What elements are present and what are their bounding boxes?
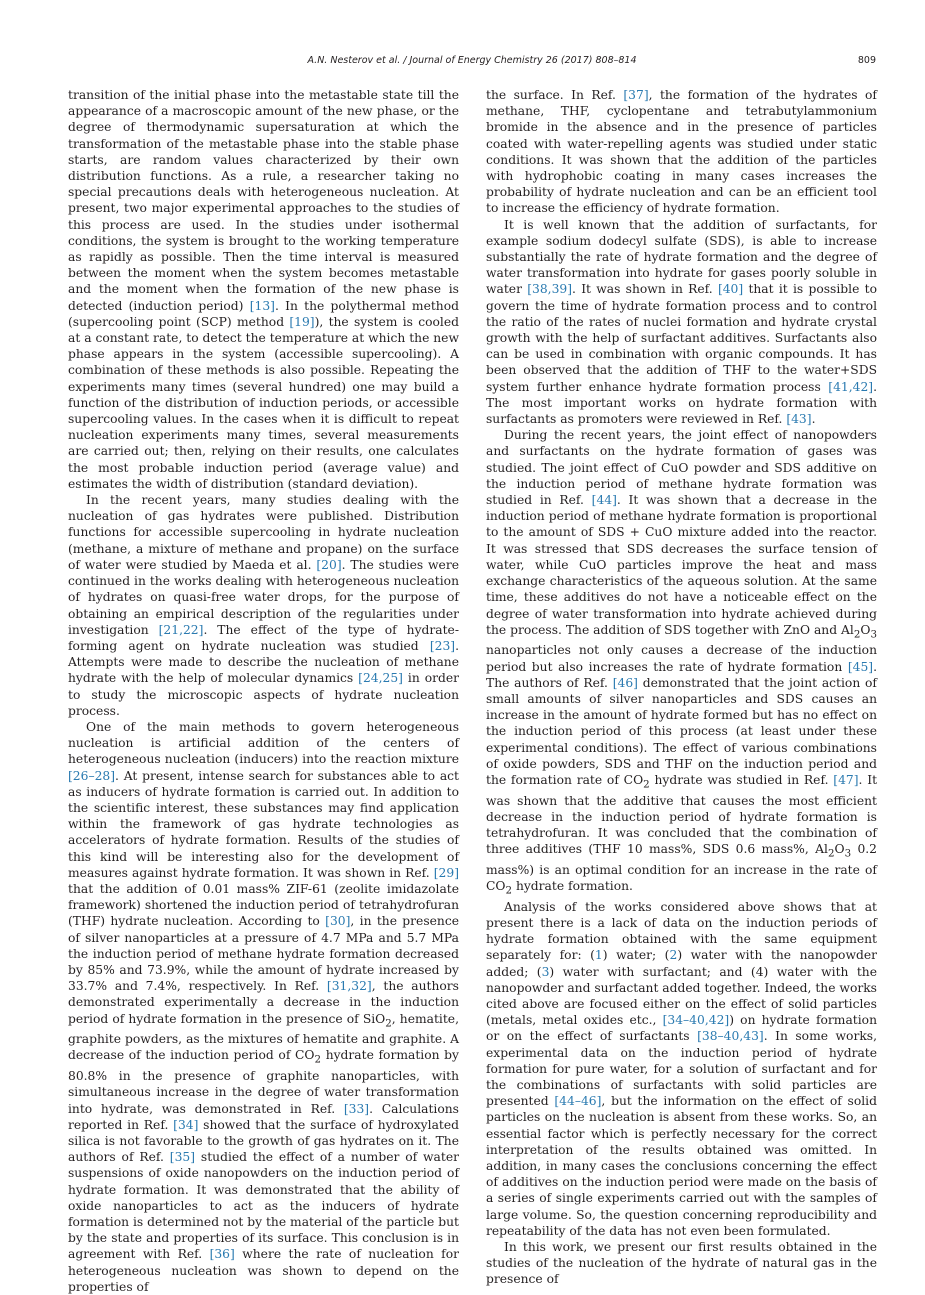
text-run: nanoparticles not only causes a decrease of the induction period but also increases the rate of hydrate formation (486, 643, 877, 674)
reference-link[interactable]: 2 (669, 948, 678, 963)
text-run: . In some works, experimental data on the induction period of hydrate formation for pure water, for a solution of surfactant and for the combinations of surfactants with solid particles are presented (486, 1029, 877, 1109)
subscript: 2 (853, 628, 861, 641)
page-number: 809 (857, 55, 876, 66)
text-run: O (834, 842, 845, 857)
text-run: Analysis of the works considered above shows that at present there is a lack of data on the induction periods of hydrate formation obtained with the same equipment separately for: ( (486, 899, 877, 963)
paragraph (68, 719, 459, 1295)
subscript: 3 (844, 847, 852, 860)
text-run: ) on hydrate formation or on the effect of surfactants (486, 1013, 877, 1044)
reference-link[interactable]: [37] (623, 88, 649, 102)
text-run: , the formation of the hydrates of methane, THF, cyclopentane and tetrabutylammonium bromide in the absence and in the presence of particles coated with water-repelling agents was studied under static conditions. It was shown that the addition of the particles with hydrophobic coating in many cases increases the probability of hydrate nucleation and can be an efficient tool to increase the efficiency of hydrate formation. (486, 88, 877, 216)
text-run: . It was shown that the additive that causes the most efficient decrease in the induction period of hydrate formation is tetrahydrofuran. It was concluded that the combination of three additives (THF 10 mass%, SDS 0.6 mass%, Al (486, 772, 878, 857)
text-run: In this work, we present our first results obtained in the studies of the nucleation of the hydrate of natural gas in the presence of (486, 1240, 877, 1287)
text-run: hydrate was studied in Ref. (649, 772, 834, 787)
subscript: 2 (827, 847, 835, 860)
text-run: . It was shown in Ref. (572, 282, 718, 297)
text-run: . The studies were continued in the works dealing with heterogeneous nucleation of hydrates on quasi-free water drops, for the purpose of obtaining an empirical description of the regularities under investigation (68, 557, 459, 637)
text-run: One of the main methods to govern heterogeneous nucleation is artificial addition of the centers of heterogeneous nucleation (inducers) into the reaction mixture (68, 719, 459, 767)
text-run: , hematite, graphite powders, as the mixtures of hematite and graphite. A decrease of the induction period of CO (68, 1011, 459, 1063)
reference-link[interactable]: [19] (289, 314, 315, 329)
reference-link[interactable]: [44–46] (554, 1094, 602, 1109)
subscript: 3 (870, 628, 877, 641)
reference-link[interactable]: [20] (316, 557, 342, 572)
text-run: ), the system is cooled at a constant rate, to detect the temperature at which the new phase appears in the system (accessible supercooling). A combination of these methods is also possible. Repeating the experiments many times (several hundred) one may build a function of the distribution of induction periods, or accessible supercooling values. In the cases when it is difficult to repeat nucleation experiments many times, several measurements are carried out; then, relying on their results, one calculates the most probable induction period (average value) and estimates the width of distribution (standard deviation). (68, 314, 459, 491)
paragraph (486, 1239, 877, 1288)
text-run: . Calculations reported in Ref. (68, 1101, 459, 1132)
text-run: , in the presence of silver nanoparticles at a pressure of 4.7 MPa and 5.7 MPa the induction period of methane hydrate formation decreased by 85% and 73.9%, while the amount of hydrate increased by 33.7% and 7.4%, respectively. In Ref. (68, 914, 460, 994)
paragraph (68, 87, 459, 492)
text-run: . (811, 412, 816, 427)
reference-link[interactable]: [47] (833, 772, 859, 787)
reference-link[interactable]: [43] (786, 412, 812, 427)
text-run: hydrate formation by 80.8% in the presence of graphite nanoparticles, with simultaneous increase in the degree of water transformation into hydrate, was demonstrated in Ref. (68, 1048, 459, 1116)
text-run: 0.2 mass%) is an optimal condition for an increase in the rate of CO (486, 842, 878, 894)
text-run: transition of the initial phase into the metastable state till the appearance of a macroscopic amount of the new phase, or the degree of thermodynamic supersaturation at which the transformation of the metastable phase into the stable phase starts, are random values characterized by their own distribution functions. As a rule, a researcher taking no special precautions deals with heterogeneous nucleation. At present, two major experimental approaches to the studies of this process are used. In the studies under isothermal conditions, the system is brought to the working temperature as rapidly as possible. Then the time interval is measured between the moment when the system becomes metastable and the moment when the formation of the new phase is detected (induction period) (68, 88, 459, 313)
text-run: ) water with surfactant; and (4) water with the nanopowder and surfactant added together. Indeed, the works cited above are focused either on the effect of solid particles (metals, metal oxides etc., (486, 964, 877, 1028)
subscript: 2 (385, 1017, 392, 1030)
paragraph (486, 87, 877, 217)
reference-link[interactable]: 3 (541, 964, 550, 979)
text-run: the surface. In Ref. (486, 88, 624, 102)
text-run: , the authors demonstrated experimentally a decrease in the induction period of hydrate formation in the presence of SiO (68, 979, 459, 1026)
reference-link[interactable]: [35] (169, 1150, 196, 1165)
text-run: that the addition of 0.01 mass% ZIF-61 (zeolite imidazolate framework) shortened the induction period of tetrahydrofuran (THF) hydrate nucleation. According to (68, 881, 459, 929)
text-run: During the recent years, the joint effect of nanopowders and surfactants on the hydrate formation of gases was studied. The joint effect of CuO powder and SDS additive on the induction period of methane hydrate formation was studied in Ref. (486, 428, 877, 508)
text-run: where the rate of nucleation for heterogeneous nucleation was shown to depend on the properties of (68, 1247, 459, 1294)
reference-link[interactable]: [34–40,42] (662, 1013, 730, 1028)
reference-link[interactable]: [46] (612, 675, 638, 690)
reference-link[interactable]: [24,25] (358, 671, 403, 686)
running-title: A.N. Nesterov et al. / Journal of Energy Chemistry 26 (2017) 808–814 (307, 55, 637, 66)
left-column (68, 87, 459, 1295)
text-run: . In the polythermal method (supercooling point (SCP) method (68, 298, 459, 329)
subscript: 2 (505, 884, 513, 897)
text-run: in order to study the microscopic aspects of hydrate nucleation process. (68, 671, 460, 718)
reference-link[interactable]: [44] (591, 493, 617, 508)
text-run: demonstrated that the joint action of small amounts of silver nanoparticles and SDS causes an increase in the amount of hydrate formed but has no effect on the induction period of this process (at least under these experimental conditions). The effect of various combinations of oxide powders, SDS and THF on the induction period and the formation rate of CO (486, 675, 877, 787)
text-run: hydrate formation. (512, 879, 633, 894)
paragraph (68, 492, 459, 719)
text-run: . Attempts were made to describe the nucleation of methane hydrate with the help of molecular dynamics (68, 638, 459, 686)
reference-link[interactable]: [41,42] (828, 379, 874, 394)
reference-link[interactable]: [38,39] (527, 282, 573, 297)
text-run: studied the effect of a number of water suspensions of oxide nanopowders on the induction period of hydrate formation. It was demonstrated that the ability of oxide nanoparticles to act as the inducers of hydrate formation is determined not by the material of the particle but by the state and properties of its surface. This conclusion is in agreement with Ref. (68, 1150, 459, 1262)
text-run: It is well known that the addition of surfactants, for example sodium dodecyl sulfate (SDS), is able to increase substantially the rate of hydrate formation and the degree of water transformation into hydrate for gases poorly soluble in water (486, 217, 877, 297)
reference-link[interactable]: [40] (717, 282, 744, 297)
text-run: . It was shown that a decrease in the induction period of methane hydrate formation is proportional to the amount of SDS + CuO mixture added into the reactor. It was stressed that SDS decreases the surface tension of water, while CuO particles improve the heat and mass exchange characteristics of the aqueous solution. At the same time, these additives do not have a noticeable effect on the degree of water transformation into hydrate achieved during the process. The addition of SDS together with ZnO and Al (486, 493, 878, 637)
paragraph (486, 427, 877, 899)
reference-link[interactable]: [36] (209, 1247, 235, 1262)
reference-link[interactable]: [29] (433, 865, 459, 880)
subscript: 2 (643, 778, 650, 791)
text-run: ) water; ( (602, 948, 670, 963)
reference-link[interactable]: [38–40,43] (697, 1029, 764, 1044)
reference-link[interactable]: [21,22] (158, 622, 204, 637)
reference-link[interactable]: [13] (249, 298, 275, 313)
subscript: 2 (314, 1053, 322, 1066)
text-run: , but the information on the effect of solid particles on the nucleation is absent from these works. So, an essential factor which is perfectly necessary for the correct interpretation of the results obtained was omitted. In addition, in many cases the conclusions concerning the effect of additives on the induction period were made on the basis of a series of single experiments carried out with the samples of large volume. So, the question concerning reproducibility and repeatability of the data has not even been formulated. (486, 1094, 877, 1238)
paragraph (486, 899, 877, 1239)
reference-link[interactable]: [26–28] (68, 768, 116, 783)
text-run: that it is possible to govern the time of hydrate formation process and to control the ratio of the rates of nuclei formation and hydrate crystal growth with the help of surfactant additives. Surfactants also can be used in combination with organic compounds. It has been observed that the addition of THF to the water+SDS system further enhance hydrate formation process (486, 282, 877, 394)
text-run: ) water with the nanopowder added; ( (486, 948, 877, 979)
text-run: showed that the surface of hydroxylated silica is not favorable to the growth of gas hydrates on it. The authors of Ref. (68, 1117, 459, 1165)
reference-link[interactable]: [31,32] (326, 979, 372, 994)
reference-link[interactable]: [34] (173, 1117, 199, 1132)
reference-link[interactable]: [23] (429, 638, 456, 653)
text-run: . The most important works on hydrate formation with surfactants as promoters were reviewed in Ref. (486, 379, 877, 427)
reference-link[interactable]: [45] (847, 659, 874, 674)
text-run: . The effect of the type of hydrate-forming agent on hydrate nucleation was studied (68, 622, 459, 653)
text-run: O (860, 622, 871, 637)
reference-link[interactable]: 1 (594, 948, 603, 963)
text-run: In the recent years, many studies dealing with the nucleation of gas hydrates were published. Distribution functions for accessible supercooling in hydrate nucleation (methane, a mixture of methane and propane) on the surface of water were studied by Maeda et al. (68, 493, 459, 572)
reference-link[interactable]: [30] (325, 914, 351, 929)
text-run: . At present, intense search for substances able to act as inducers of hydrate formation is carried out. In addition to the scientific interest, these substances may find application within the framework of gas hydrate technologies as accelerators of hydrate formation. Results of the studies of this kind will be interesting also for the development of measures against hydrate formation. It was shown in Ref. (68, 768, 459, 880)
reference-link[interactable]: [33] (343, 1101, 370, 1116)
running-header (68, 55, 876, 71)
text-run: . The authors of Ref. (486, 659, 877, 690)
paragraph (486, 217, 877, 428)
right-column (486, 87, 877, 1288)
